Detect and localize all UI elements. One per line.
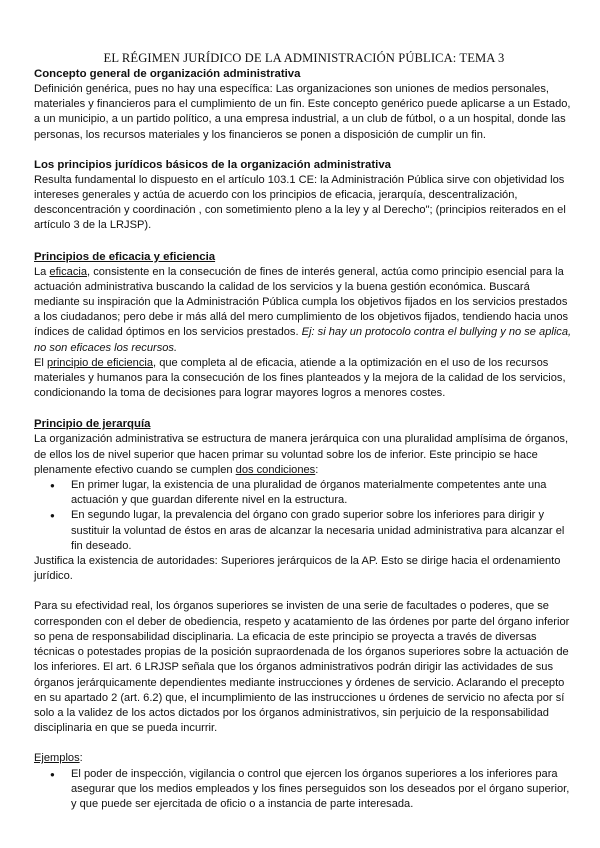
paragraph-concepto-general: Definición genérica, pues no hay una específica: Las organizaciones son uniones de medios personales, materiales y financieros para el cumplimiento de un fin. Este concepto genérico puede aplicarse a un Estado, a un municipio, a un partido político, a una empresa industrial, a un club de fútbol, o a un hospital, donde las personas, los recursos materiales y los financieros se ponen a disposición de cumplir un fin. bbox=[34, 83, 571, 141]
spacer bbox=[34, 401, 574, 417]
examples-list bbox=[34, 767, 574, 813]
text-run: , que completa al de eficacia, atiende a la optimización en el uso de los recursos materiales y humanos para la consecución de los fines planteados y la mejora de la calidad de los servicios, condicionando la toma de decisiones para lograr mayores logros a menores costes. bbox=[34, 356, 566, 400]
paragraph-autoridades: Justifica la existencia de autoridades: Superiores jerárquicos de la AP. Esto se dirige hacia el ordenamiento jurídico. bbox=[34, 555, 561, 583]
term-dos-condiciones: dos condiciones bbox=[235, 463, 316, 476]
paragraph-principios-juridicos: Resulta fundamental lo dispuesto en el artículo 103.1 CE: la Administración Pública sirve con objetividad los intereses generales y actúa de acuerdo con los principios de eficacia, jerarquía, descentralización, desconcentración y coordinación , con sometimiento pleno a la ley y al Derecho"; (principios reiterados en el artículo 3 de la LRJSP). bbox=[34, 173, 566, 232]
list-item: ● En segundo lugar, la prevalencia del órgano con grado superior sobre los inferiores para dirigir y sustituir la voluntad de éstos en aras de alcanzar la necesaria unidad administrativa para alcanzar el fin deseado. bbox=[71, 508, 574, 554]
document-page bbox=[34, 50, 574, 812]
examples-label-text: Ejemplos bbox=[34, 752, 80, 765]
list-item: ● El poder de inspección, vigilancia o control que ejercen los órganos superiores a los inferiores para asegurar que los medios empleados y los fines perseguidos son los deseados por el órgano superior, y que puede ser ejercitada de oficio o a instancia de parte interesada. bbox=[71, 767, 574, 813]
text-run: La bbox=[34, 265, 50, 278]
text-run: : bbox=[315, 463, 319, 476]
conditions-list bbox=[34, 478, 574, 554]
term-eficacia: eficacia bbox=[49, 265, 88, 278]
spacer bbox=[34, 143, 574, 158]
text-run: La organización administrativa se estructura de manera jerárquica con una pluralidad amplísima de órganos, de ellos los de nivel superior que hacen primar su voluntad sobre los de inferior. Este principio se hace plenamente efectivo cuando se cumplen bbox=[34, 433, 569, 476]
spacer bbox=[34, 584, 574, 599]
spacer bbox=[34, 234, 574, 250]
heading-concepto-general: Concepto general de organización administrativa bbox=[34, 68, 301, 80]
heading-jerarquia: Principio de jerarquía bbox=[34, 418, 151, 431]
text-run: El bbox=[34, 356, 47, 369]
examples-label bbox=[34, 751, 574, 766]
paragraph-jerarquia-intro bbox=[34, 432, 574, 478]
list-item: ● En primer lugar, la existencia de una pluralidad de órganos materialmente competentes ante una actuación y que guardan diferente nivel en la estructura. bbox=[71, 478, 574, 508]
heading-eficacia-eficiencia: Principios de eficacia y eficiencia bbox=[34, 250, 216, 263]
text-run: , consistente en la consecución de fines de interés general, actúa como principio esencial para la actuación administrativa buscando la calidad de los servicios y la buena gestión económica. Buscará mediante su inspiración que la Administración Pública cumpla los objetivos fijados en los servicios prestados a los ciudadanos; pero debe ir más allá del mero cumplimiento de los objetivos fijados, tendiendo hacia unos índices de calidad óptimos en los servicios prestados. bbox=[34, 265, 569, 339]
paragraph-eficiencia bbox=[34, 356, 574, 402]
text-run: : bbox=[79, 752, 83, 765]
document-title: EL RÉGIMEN JURÍDICO DE LA ADMINISTRACIÓN PÚBLICA: TEMA 3 bbox=[103, 51, 505, 65]
example-note: Ej: si hay un protocolo contra el bullying y no se aplica, no son eficaces los recursos. bbox=[34, 326, 572, 354]
heading-principios-juridicos: Los principios jurídicos básicos de la organización administrativa bbox=[34, 158, 391, 171]
spacer bbox=[34, 736, 574, 751]
term-principio-eficiencia: principio de eficiencia bbox=[46, 356, 154, 369]
paragraph-eficacia bbox=[34, 265, 574, 356]
paragraph-efectividad: Para su efectividad real, los órganos superiores se invisten de una serie de facultades o poderes, que se corresponden con el deber de obediencia, respeto y acatamiento de las órdenes por parte del órgano inferior so pena de responsabilidad disciplinaria. La eficacia de este principio se proyecta a través de diversas técnicas o potestades propias de la posición supraordenada de los órganos superiores sobre la actuación de los inferiores. El art. 6 LRJSP señala que los órganos administrativos podrán dirigir las actividades de sus órganos jerárquicamente dependientes mediante instrucciones y órdenes de servicio. Aclarando el precepto en su apartado 2 (art. 6.2) que, el incumplimiento de las instrucciones u órdenes de servicio no afecta por sí solo a la validez de los actos dictados por los órganos administrativos, sin perjuicio de la responsabilidad disciplinaria en que se pueda incurrir. bbox=[34, 600, 570, 735]
